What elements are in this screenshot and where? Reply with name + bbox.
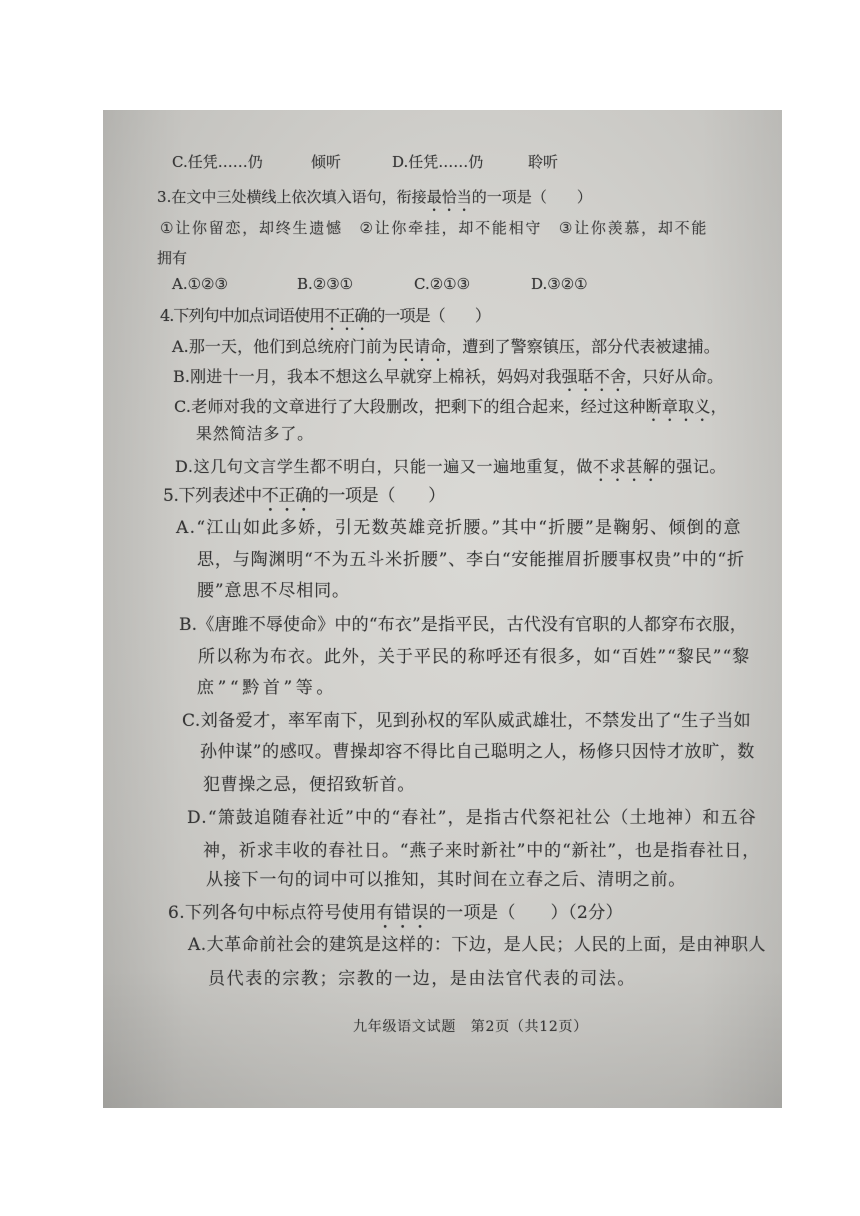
q3-option-b: B.②③① xyxy=(297,275,354,293)
q4-option-c-continuation: 果然简洁多了。 xyxy=(196,424,314,443)
q4-option-c xyxy=(174,397,727,425)
q4-option-b-emphasis: 强聒不舍 xyxy=(561,367,627,386)
q4-option-a xyxy=(172,337,720,365)
q4-option-b-text: B.刚进十一月，我本不想这么早就穿上棉袄，妈妈对我 xyxy=(173,367,562,386)
q4-option-d-text-end: 的强记。 xyxy=(659,457,727,476)
q5-stem-text-end: 的一项是（ ） xyxy=(311,486,445,506)
page-footer: 九年级语文试题 第2页（共12页） xyxy=(353,1019,588,1035)
q2-option-c-label: C.任凭……仍 xyxy=(172,153,263,171)
q5-stem xyxy=(163,486,445,516)
q4-option-c-text-end: ， xyxy=(710,397,727,416)
q4-option-c-text: C.老师对我的文章进行了大段删改，把剩下的组合起来，经过这种 xyxy=(174,397,646,416)
q5-option-c-line: 孙仲谋”的感叹。曹操却容不得比自己聪明之人，杨修只因恃才放旷，数 xyxy=(200,742,755,762)
q6-option-a-line: A.大革命前社会的建筑是这样的：下边，是人民；人民的上面，是由神职人 xyxy=(188,935,766,955)
q4-option-c-emphasis: 断章取义 xyxy=(645,397,711,416)
q5-option-b-line: B.《唐雎不辱使命》中的“布衣”是指平民，古代没有官职的人都穿布衣服， xyxy=(179,615,747,635)
q5-option-a-line: 腰”意思不尽相同。 xyxy=(197,581,350,601)
exam-page-photo xyxy=(103,110,782,1108)
q4-option-b xyxy=(173,367,723,395)
q4-option-d xyxy=(175,457,726,485)
q4-stem xyxy=(160,306,490,334)
q5-option-d-line: 从接下一句的词中可以推知，其时间在立春之后、清明之前。 xyxy=(206,870,687,890)
q4-option-a-text: A.那一天，他们到总统府门前 xyxy=(172,337,382,356)
q4-stem-text-end: 的一项是（ ） xyxy=(369,306,490,325)
q3-stem xyxy=(157,187,592,215)
q3-sentences-line-end: 拥有 xyxy=(157,249,188,267)
q5-option-a-line: 思，与陶渊明“不为五斗米折腰”、李白“安能摧眉折腰事权贵”中的“折 xyxy=(197,550,745,570)
q2-option-c-word: 倾听 xyxy=(311,153,342,171)
q6-stem-text-end: 的一项是（ ）（2分） xyxy=(428,903,624,923)
q3-option-a: A.①②③ xyxy=(172,275,228,293)
q5-option-a-line: A.“江山如此多娇，引无数英雄竞折腰。”其中“折腰”是鞠躬、倾倒的意 xyxy=(176,518,742,538)
q5-option-b-line: 庶”“黔首”等。 xyxy=(197,678,338,698)
q2-option-d-word: 聆听 xyxy=(528,153,559,171)
q4-stem-emphasis: 不正确 xyxy=(324,306,370,325)
q3-option-d: D.③②① xyxy=(531,275,588,293)
q3-stem-text: 3.在文中三处横线上依次填入语句，衔接 xyxy=(157,188,427,206)
q3-sentences-line: ①让你留恋，却终生遗憾 ②让你牵挂，却不能相守 ③让你羡慕，却不能 xyxy=(160,219,709,237)
q2-option-d-label: D.任凭……仍 xyxy=(392,153,484,171)
q4-option-b-text-end: ，只好从命。 xyxy=(626,367,724,386)
q4-option-d-emphasis: 不求甚解 xyxy=(593,457,660,476)
q5-option-c-line: C.刘备爱才，率军南下，见到孙权的军队威武雄壮，不禁发出了“生子当如 xyxy=(182,711,752,731)
q3-stem-text-end: 的一项是（ ） xyxy=(471,188,592,206)
q6-stem-text: 6.下列各句中标点符号使用 xyxy=(168,903,377,923)
q5-stem-emphasis: 不正确 xyxy=(261,486,312,506)
q4-option-a-emphasis: 为民请命 xyxy=(381,337,447,356)
q3-stem-emphasis: 最恰当 xyxy=(426,188,472,206)
q5-option-b-line: 所以称为布衣。此外，关于平民的称呼还有很多，如“百姓”“黎民”“黎 xyxy=(198,647,751,667)
q5-stem-text: 5.下列表述中 xyxy=(163,486,262,506)
q6-option-a-line: 员代表的宗教；宗教的一边，是由法官代表的司法。 xyxy=(208,969,637,989)
q5-option-d-line: 神，祈求丰收的春社日。“燕子来时新社”中的“新社”，也是指春社日， xyxy=(203,841,761,861)
q5-option-d-line: D.“箫鼓追随春社近”中的“春社”，是指古代祭祀社公（土地神）和五谷 xyxy=(187,808,757,828)
q4-stem-text: 4.下列句中加点词语使用 xyxy=(160,306,325,325)
q6-stem xyxy=(168,903,623,933)
q6-stem-emphasis: 有错误 xyxy=(376,903,429,923)
q3-option-c: C.②①③ xyxy=(414,275,471,293)
q4-option-a-text-end: ，遭到了警察镇压，部分代表被逮捕。 xyxy=(446,337,720,356)
q4-option-d-text: D.这几句文言学生都不明白，只能一遍又一遍地重复，做 xyxy=(175,457,593,476)
q5-option-c-line: 犯曹操之忌，便招致斩首。 xyxy=(203,775,416,795)
